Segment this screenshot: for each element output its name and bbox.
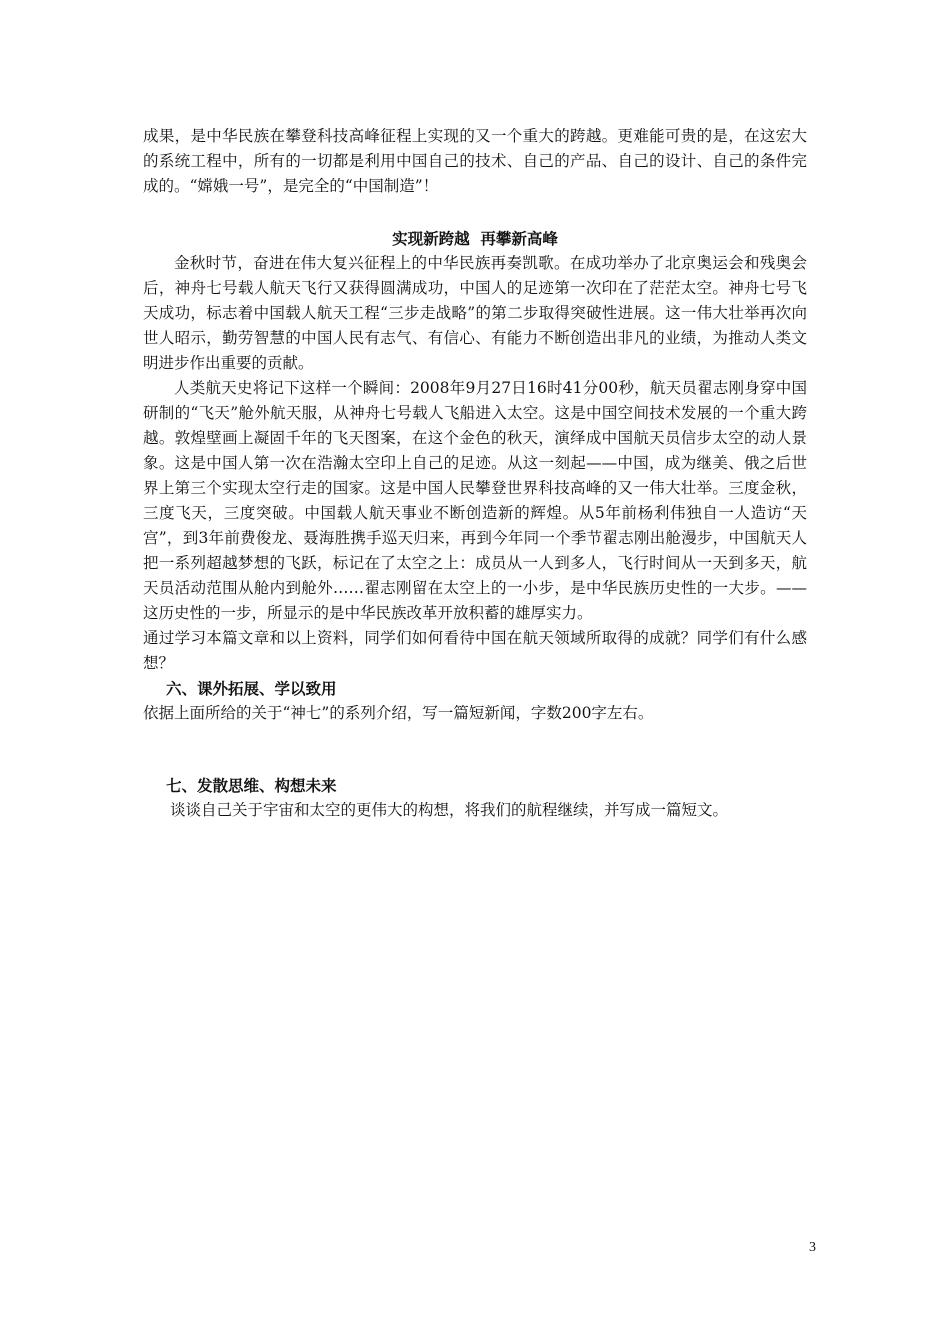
question-paragraph: 通过学习本篇文章和以上资料，同学们如何看待中国在航天领域所取得的成就？同学们有什么感想？	[143, 629, 807, 672]
article-paragraph-2: 人类航天史将记下这样一个瞬间：2008年9月27日16时41分00秒，航天员翟志刚身穿中国研制的“飞天”舱外航天服，从神舟七号载人飞船进入太空。这是中国空间技术发展的一个重大跨越。敦煌壁画上凝固千年的飞天图案，在这个金色的秋天，演绎成中国航天员信步太空的动人景象。这是中国人第一次在浩瀚太空印上自己的足迹。从这一刻起——中国，成为继美、俄之后世界上第三个实现太空行走的国家。这是中国人民攀登世界科技高峰的又一伟大壮举。三度金秋，三度飞天，三度突破。中国载人航天事业不断创造新的辉煌。从5年前杨利伟独自一人造访“天宫”，到3年前费俊龙、聂海胜携手巡天归来，再到今年同一个季节翟志刚出舱漫步，中国航天人把一系列超越梦想的飞跃，标记在了太空之上：成员从一人到多人，飞行时间从一天到多天，航天员活动范围从舱内到舱外……翟志刚留在太空上的一小步，是中华民族历史性的一大步。——这历史性的一步，所显示的是中华民族改革开放积蓄的雄厚实力。	[143, 379, 807, 622]
section-6-text: 依据上面所给的关于“神七”的系列介绍，写一篇短新闻，字数200字左右。	[143, 704, 654, 722]
article-paragraph-1: 金秋时节，奋进在伟大复兴征程上的中华民族再奏凯歌。在成功举办了北京奥运会和残奥会后，神舟七号载人航天飞行又获得圆满成功，中国人的足迹第一次印在了茫茫太空。神舟七号飞天成功，标志着中国载人航天工程“三步走战略”的第二步取得突破性进展。这一伟大壮举再次向世人昭示，勤劳智慧的中国人民有志气、有信心、有能力不断创造出非凡的业绩，为推动人类文明进步作出重要的贡献。	[143, 254, 807, 372]
article-block	[143, 226, 807, 726]
section-6-heading: 六、课外拓展、学以致用	[166, 679, 337, 698]
intro-block	[143, 124, 807, 199]
section-7-text: 谈谈自己关于宇宙和太空的更伟大的构想，将我们的航程继续，并写成一篇短文。	[170, 801, 729, 819]
section-7-block	[143, 773, 807, 823]
section-7-heading: 七、发散思维、构想未来	[166, 776, 337, 795]
intro-paragraph: 成果，是中华民族在攀登科技高峰征程上实现的又一个重大的跨越。更难能可贵的是，在这宏大的系统工程中，所有的一切都是利用中国自己的技术、自己的产品、自己的设计、自己的条件完成的。“嫦娥一号”，是完全的“中国制造”！	[143, 127, 807, 195]
page-number: 3	[809, 1240, 816, 1255]
article-title: 实现新跨越 再攀新高峰	[392, 229, 558, 248]
